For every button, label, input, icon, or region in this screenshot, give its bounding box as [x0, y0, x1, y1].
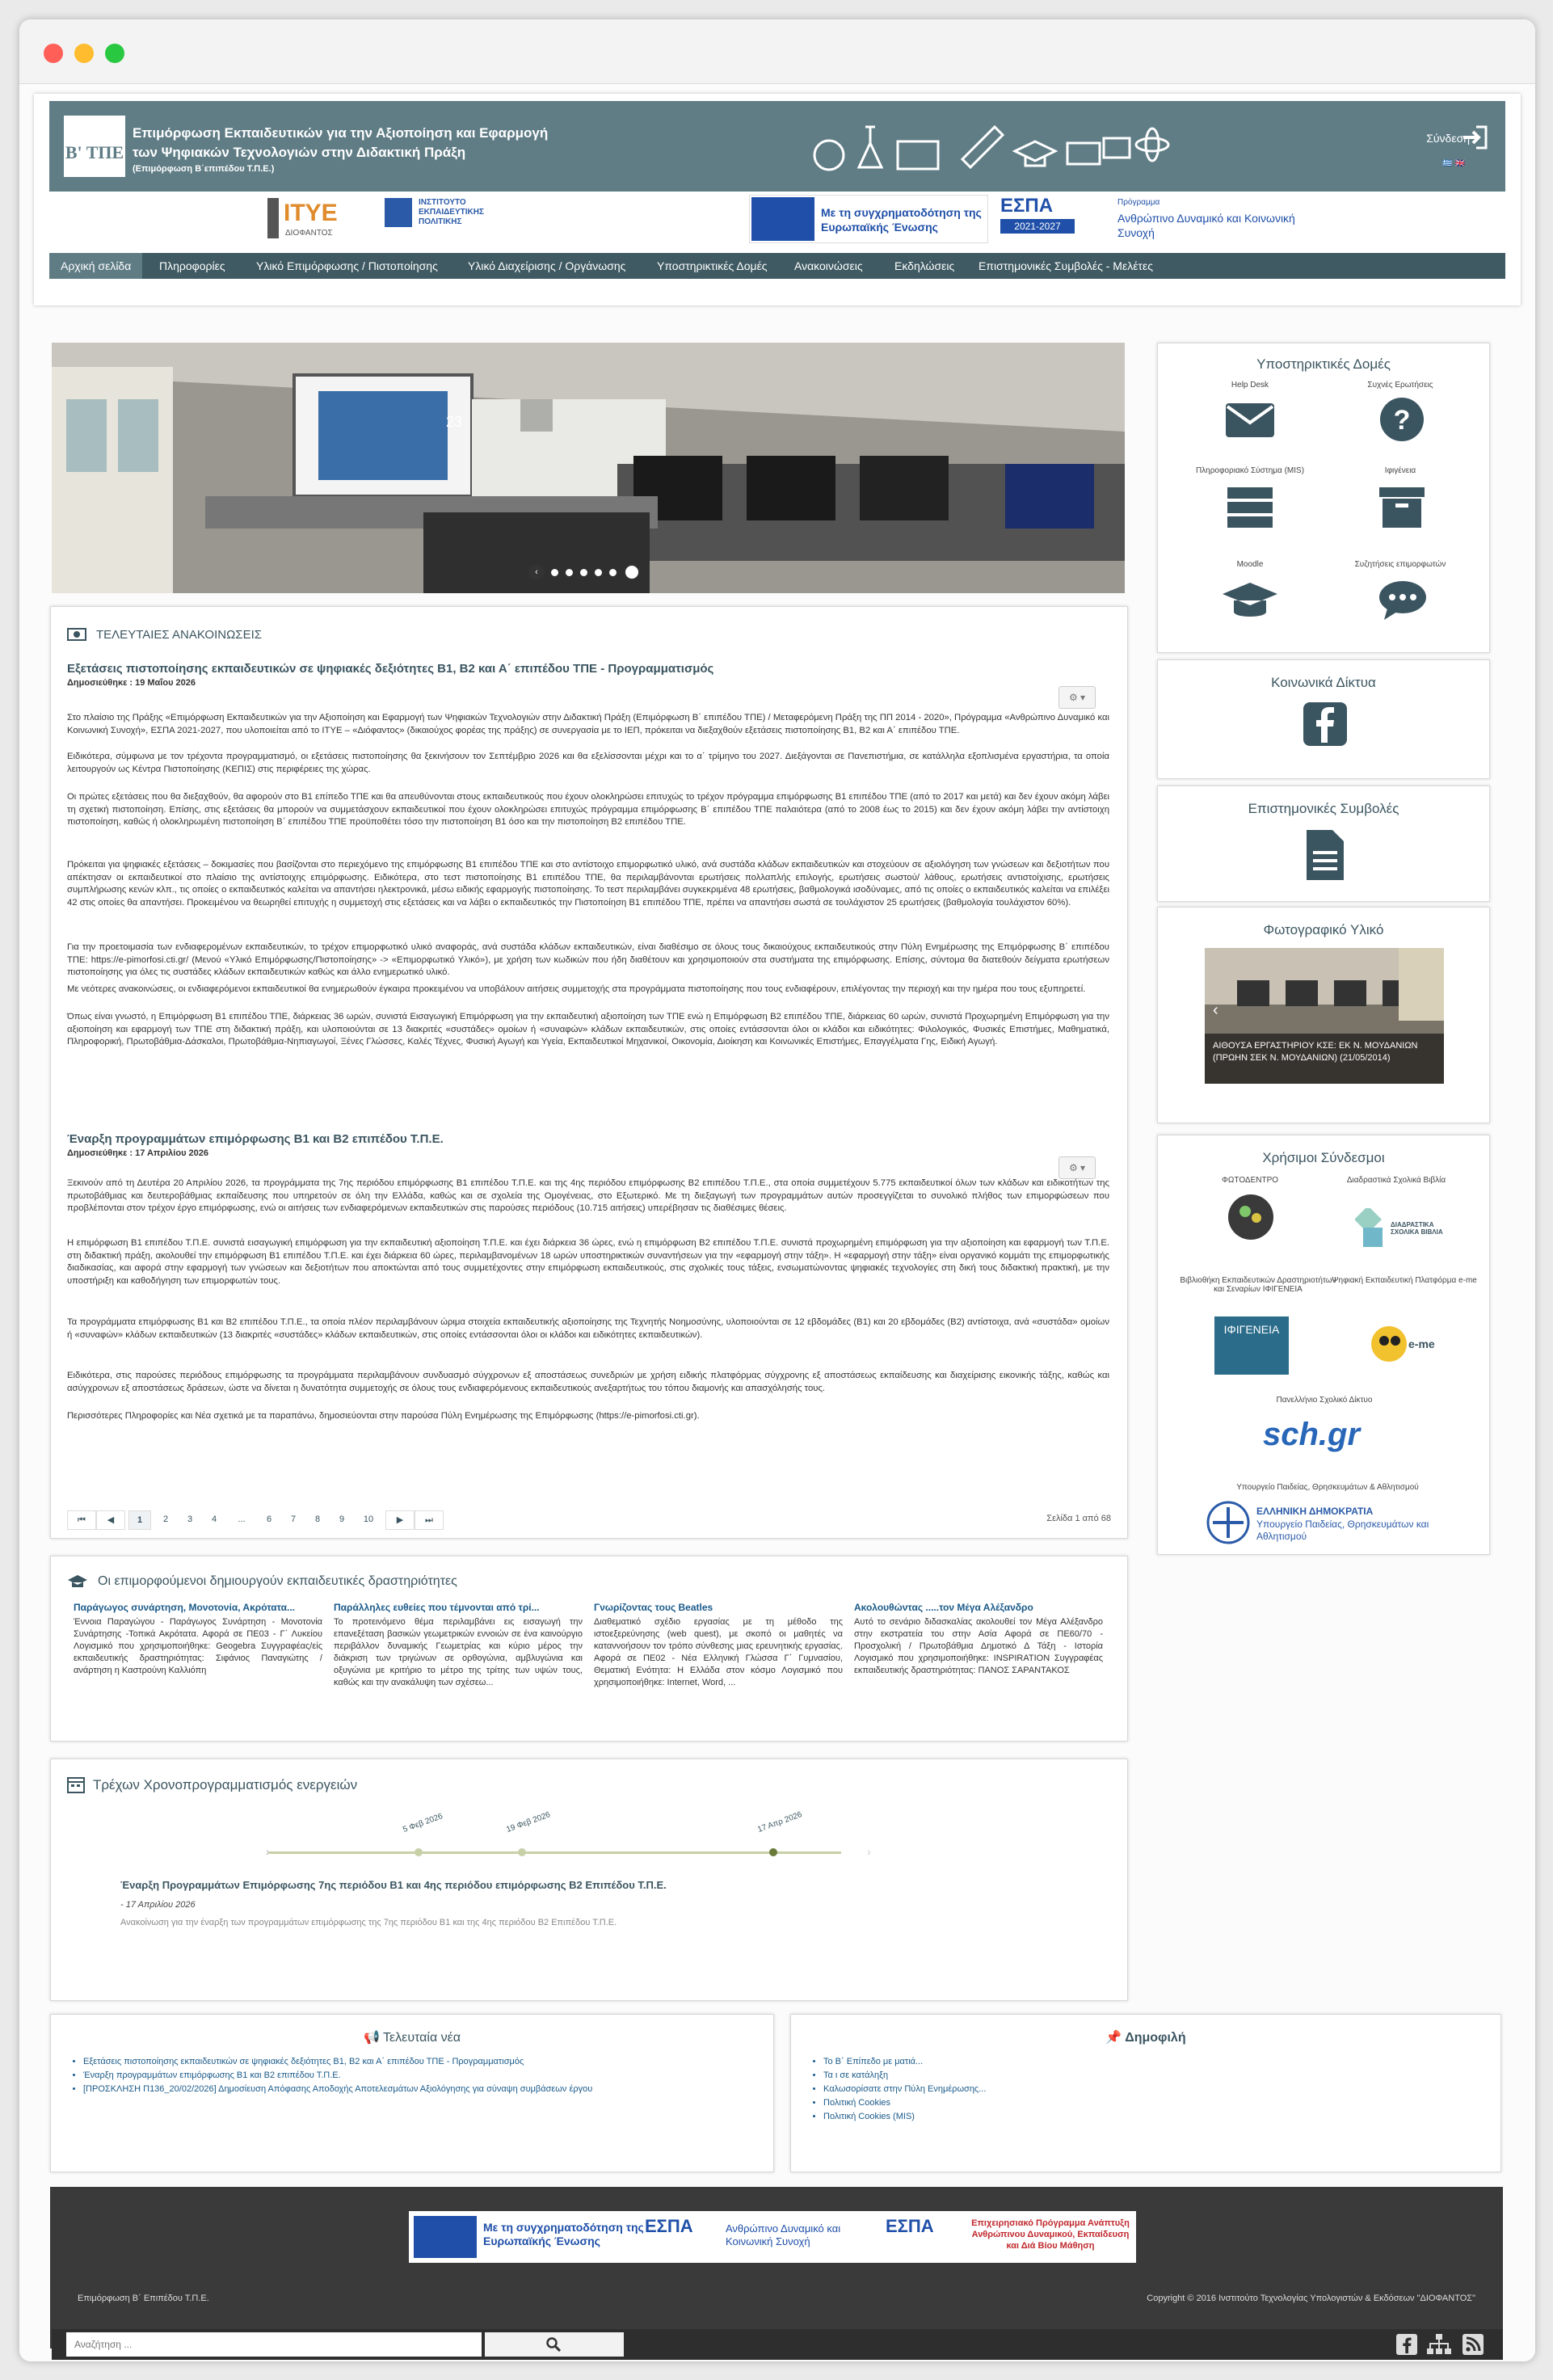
footer-left-text: Επιμόρφωση Β΄ Επιπέδου Τ.Π.Ε. — [78, 2294, 209, 2303]
latest-news-panel — [50, 2014, 774, 2172]
timeline-event-title[interactable]: Έναρξη Προγραμμάτων Επιμόρφωσης 7ης περιόδου Β1 και 4ης περιόδου επιμόρφωσης Β2 Επιπέδου Τ.Π.Ε. — [120, 1879, 667, 1891]
site-title-line2: των Ψηφιακών Τεχνολογιών στην Διδακτική Πράξη — [133, 145, 466, 160]
language-flags[interactable]: 🇬🇷 🇬🇧 — [1442, 159, 1465, 168]
page-link[interactable]: 3 — [179, 1510, 201, 1530]
pin-icon: 📌 — [1105, 2031, 1122, 2045]
programme-label: Πρόγραμμα — [1117, 198, 1160, 207]
slide-dot[interactable] — [551, 569, 558, 576]
page-link[interactable]: 8 — [306, 1510, 329, 1530]
activity-item[interactable]: Παράγωγος συνάρτηση, Μονοτονία, Ακρότατα... Έννοια Παραγώγου - Παράγωγος Συνάρτηση - Μονοτονία Συνάρτησης -Τοπικά Ακρότατα. Αφορά σε ΠΕ03 - Γ΄ Λυκείου Λογισμικό που χρησιμοποιήθηκε: Geogebra Συγγραφέας/είς εκπαιδευτικής δραστηριότητας: Σιφάνιος Παναγιώτης /ανάρτηση η Καστρούνη Καλλιόπη — [74, 1602, 322, 1675]
popular-link[interactable]: • Το Β΄ Επίπεδο με ματιά... — [823, 2055, 1470, 2069]
timeline-panel — [50, 1759, 1128, 2001]
timeline-date-selected[interactable]: 17 Απρ 2026 — [760, 1826, 806, 1834]
popular-heading: 📌 Δημοφιλή — [1105, 2031, 1186, 2045]
search-icon — [546, 2337, 561, 2352]
support-label: Moodle — [1236, 560, 1264, 569]
announcement-paragraph: Όπως είναι γνωστό, η Επιμόρφωση Β1 επιπέδου ΤΠΕ, διάρκειας 36 ωρών, συνιστά Εισαγωγική Επιμόρφωση για την εκπαιδευτική αξιοποίηση των ΤΠΕ ενώ η Επιμόρφωση Β2 επιπέδου ΤΠΕ, διάρκειας 60 ωρών, συνιστά Προχωρημένη Επιμόρφωση για την αξιοποίηση και εφαρμογή των ΤΠΕ στη διδακτική πράξη, και υλοποιούνται σε 13 διακριτές «συστάδες» ομοίων ή «συναφών» κλάδων εκπαιδευτικών, στις οποίες εντάσσονται όλοι οι κλάδοι και ειδικότητες: Φιλολογικός, Φυσικές Επιστήμες, Μαθηματικά, Πληροφορική, Πρωτοβάθμια-Δάσκαλοι, Πρωτοβάθμια-Νηπιαγωγοί, Ξένες Γλώσσες, Καλές Τέχνες, Φυσική Αγωγή και Υγεία, Εκπαιδευτικοί Μηχανικοί, Οικονομία, Διοίκηση και Κοινωνικές Επιστήμες, Επαγγέλματα Γης, Ειδική Αγωγή. — [67, 1012, 1109, 1047]
useful-links-panel — [1157, 1135, 1490, 1555]
footer-sponsors — [409, 2211, 1136, 2263]
eme-logo[interactable]: e-me — [1365, 1320, 1437, 1368]
timeline-dot — [518, 1848, 526, 1856]
footer-eu-text: Με τη συγχρηματοδότηση της Ευρωπαϊκής Ένωσης — [483, 2221, 644, 2247]
question-icon[interactable] — [1379, 397, 1425, 442]
page-ellipsis: ... — [227, 1510, 256, 1530]
support-heading: Υποστηρικτικές Δομές — [1256, 356, 1391, 372]
news-link[interactable]: • [ΠΡΟΣΚΛΗΣΗ Π136_20/02/2026] Δημοσίευση Απόφασης Αποδοχής Αποτελεσμάτων Αξιολόγησης για σύναψη συμβάσεων έργου — [83, 2083, 754, 2096]
timeline-heading: Τρέχων Χρονοπρογραμματισμός ενεργειών — [93, 1777, 358, 1792]
timeline-track — [269, 1809, 841, 1866]
next-page-icon[interactable]: ▶ — [385, 1510, 415, 1530]
active-slide-dot[interactable] — [624, 564, 640, 580]
popular-link[interactable]: • Πολιτική Cookies (MIS) — [823, 2110, 1470, 2124]
greek-emblem-icon[interactable] — [1206, 1501, 1250, 1544]
pager-info: Σελίδα 1 από 68 — [1046, 1514, 1111, 1523]
site-title-line1: Επιμόρφωση Εκπαιδευτικών για την Αξιοποίηση και Εφαρμογή — [133, 125, 549, 141]
programme-name: Ανθρώπινο Δυναμικό και Κοινωνική Συνοχή — [1117, 212, 1295, 239]
photo-heading: Φωτογραφικό Υλικό — [1263, 922, 1384, 937]
settings-gear-icon[interactable]: ⚙ ▾ — [1058, 1156, 1096, 1179]
news-link[interactable]: • Έναρξη προγραμμάτων επιμόρφωσης Β1 και Β2 επιπέδου Τ.Π.Ε. — [83, 2069, 754, 2083]
header-banner — [49, 101, 1505, 192]
announcement-title[interactable]: Έναρξη προγραμμάτων επιμόρφωσης Β1 και Β2 επιπέδου Τ.Π.Ε. — [67, 1132, 444, 1146]
timeline-prev-icon[interactable]: › — [266, 1845, 270, 1858]
announcement-paragraph: Για την προετοιμασία των ενδιαφερομένων εκπαιδευτικών, το τρέχον επιμορφωτικό υλικό αναφοράς, ανά συστάδα κλάδων εκπαιδευτικών, είναι διαθέσιμο σε όλους τους δικαιούχους εκπαιδευτικούς στην Πύλη Ενημέρωσης της Επιμόρφωσης Β΄ επιπέδου ΤΠΕ: https://e-pimorfosi.cti.gr/ (Μενού «Υλικό Επιμόρφωσης/Πιστοποίησης» -> «Επιμορφωτικό Υλικό»), με χρήση των κωδικών που ήδη διαθέτουν και χρησιμοποιούν στα συστήματα της επιμόρφωσης. Επίσης, σύντομα θα διατεθούν δείγματα ερωτήσεων πιστοποίησης για όλες τις συστάδες κλάδων εκπαιδευτικών καθώς και άλλο ενημερωτικό υλικό. — [67, 942, 1109, 977]
slide-dot[interactable] — [566, 569, 573, 576]
photodentro-logo[interactable] — [1223, 1192, 1279, 1242]
board-icon — [898, 141, 938, 169]
activity-item[interactable]: Παράλληλες ευθείες που τέμνονται από τρί... Το προτεινόμενο θέμα περιλαμβάνει εις εισαγωγή την επανεξέταση βασικών γεωμετρικών εννοιών σε ένα καινούργιο περιβάλλον δυναμικής Γεωμετρίας και κύριο μέρος την διάκριση των τριγώνων σε ορθογώνια, αμβλυγώνια και οξυγώνια με κριτήριο το μέτρο της τρίτης των υψών τους, καθώς και την ανακάλυψη των σχέσεω... — [334, 1602, 583, 1687]
photo-gallery[interactable] — [1205, 948, 1444, 1084]
scientific-panel — [1157, 786, 1490, 902]
close-button[interactable] — [44, 44, 63, 63]
image-icon — [67, 628, 86, 641]
search-button[interactable] — [485, 2332, 624, 2357]
announcement-title[interactable]: Εξετάσεις πιστοποίησης εκπαιδευτικών σε ψηφιακές δεξιότητες Β1, Β2 και Α΄ επιπέδου ΤΠΕ - Προγραμματισμός — [67, 662, 714, 676]
settings-gear-icon[interactable]: ⚙ ▾ — [1058, 686, 1096, 709]
page-link-current[interactable]: 1 — [128, 1510, 151, 1530]
sitemap-icon[interactable] — [1427, 2334, 1451, 2355]
nav-home[interactable]: Αρχική σελίδα — [49, 253, 142, 279]
cti-logo[interactable]: ΙΤΥΕ ΔΙΟΦΑΝΤΟΣ — [267, 198, 355, 242]
page-link[interactable]: 6 — [258, 1510, 280, 1530]
link-label: Ψηφιακή Εκπαιδευτική Πλατφόρμα e-me — [1332, 1276, 1477, 1285]
iphigenia-logo[interactable]: ΙΦΙΓΕΝΕΙΑ — [1214, 1316, 1289, 1375]
rss-icon[interactable] — [1463, 2334, 1484, 2355]
page-link[interactable]: 10 — [355, 1510, 382, 1530]
support-structures-panel — [1157, 343, 1490, 653]
interactive-books-logo[interactable] — [1355, 1208, 1387, 1250]
link-label: Διαδραστικά Σχολικά Βιβλία — [1346, 1176, 1446, 1185]
prev-page-icon[interactable]: ◀ — [96, 1510, 125, 1530]
room-number-label: 23 — [446, 414, 463, 430]
ruler-icon — [962, 127, 1003, 167]
page-link[interactable]: 4 — [203, 1510, 225, 1530]
first-page-icon[interactable]: ⏮ — [67, 1510, 96, 1530]
footer-espa-old-logo: ΕΣΠΑ — [886, 2216, 934, 2236]
slide-dot[interactable] — [595, 569, 602, 576]
announcement-paragraph: Οι πρώτες εξετάσεις που θα διεξαχθούν, θα αφορούν στο Β1 επίπεδο ΤΠΕ και θα απευθύνονται στους εκπαιδευτικούς που έχουν ολοκληρώσει επιτυχώς το τρέχον πρόγραμμα επιμόρφωσης Β1 επιπέδου ΤΠΕ (από το 2017 και μετά) και δεν έχουν ακόμη λάβει τη σχετική πιστοποίηση. Επίσης, στις εξετάσεις θα μπορούν να συμμετάσχουν εκπαιδευτικοί που έχουν ολοκληρώσει επιτυχώς πρόγραμμα επιμόρφωσης Β΄ επιπέδου ΤΠΕ παλαιότερα (από το 2008 έως το 2015) και δεν έχουν ακόμη λάβει την αντίστοιχη πιστοποίηση, καθώς ή ολοκληρωμένη πιστοποίηση Β΄ επιπέδου ΤΠΕ προϋποθέτει τόσο την πιστοποίηση Β1 όσο και την πιστοποίηση Β2 επιπέδου ΤΠΕ. — [67, 792, 1109, 827]
sponsor-strip — [49, 192, 1505, 250]
announcement-paragraph: Η επιμόρφωση Β1 επιπέδου Τ.Π.Ε. συνιστά εισαγωγική επιμόρφωση για την εκπαιδευτική αξιοποίηση Τ.Π.Ε. και έχει διάρκεια 36 ώρες, ενώ η επιμόρφωση Β2 επιπέδου Τ.Π.Ε. συνιστά προχωρημένη επιμόρφωση για την αξιοποίηση και εφαρμογή των Τ.Π.Ε. στη διδακτική πράξη, ακολουθεί την επιμόρφωση Β1 επιπέδου Τ.Π.Ε. και έχει διάρκεια 60 ώρες, περιλαμβανομένων 18 ωρών υποστηρικτικών συναντήσεων για την «εφαρμογή στην τάξη». Η «εφαρμογή στην τάξη» είναι οργανικό κομμάτι της επιμορφωτικής διαδικασίας, και αφορά στην εφαρμογή των γνώσεων και δεξιοτήτων που αποκτώνται από τους συμμετέχοντες στην επιμόρφωση εκπαιδευτικούς, στις σχολικές τους τάξεις, ενσωματώνοντας ψηφιακές τεχνολογίες στη δική τους διδακτική πρακτική, με την υποστήριξη και καθοδήγηση των επιμορφωτών τους. — [67, 1238, 1109, 1286]
popular-link[interactable]: • Τα ι σε κατάληξη — [823, 2069, 1470, 2083]
prev-slide-icon[interactable]: ‹ — [528, 564, 545, 580]
login-link[interactable]: Σύνδεση — [1426, 132, 1470, 145]
popular-panel — [790, 2014, 1501, 2172]
timeline-date[interactable]: 5 Φεβ 2026 — [405, 1826, 447, 1834]
laptop-icon — [1067, 143, 1100, 164]
chat-icon[interactable] — [1378, 579, 1428, 621]
timeline-dot — [415, 1848, 423, 1856]
flask-icon — [859, 127, 882, 167]
archive-icon[interactable] — [1378, 486, 1426, 529]
search-input[interactable] — [66, 2332, 482, 2357]
footer-espa-logo: ΕΣΠΑ — [645, 2216, 693, 2236]
gov-title[interactable]: ΕΛΛΗΝΙΚΗ ΔΗΜΟΚΡΑΤΙΑ — [1256, 1506, 1374, 1517]
support-label: Help Desk — [1231, 381, 1269, 390]
announcement-paragraph: Στο πλαίσιο της Πράξης «Επιμόρφωση Εκπαιδευτικών για την Αξιοποίηση και Εφαρμογή των Ψηφιακών Τεχνολογιών στην Διδακτική Πράξη (Επιμόρφωση Β΄ επιπέδου ΤΠΕ) / Μεταφερόμενη Πράξη της ΠΠ 2014 - 2020», Πρόγραμμα «Ανθρώπινο Δυναμικό και Κοινωνική Συνοχή», ΕΣΠΑ 2021-2027, που υλοποιείται από το ΙΤΥΕ – «Διόφαντος» (δικαιούχος φορέας της πράξης) σε συνεργασία με το ΙΕΠ, πρόκειται να διεξαχθούν εξετάσεις πιστοποίησης Β1, Β2 και Α΄ επιπέδου ΤΠΕ. — [67, 713, 1109, 735]
link-label: Πανελλήνιο Σχολικό Δίκτυο — [1276, 1396, 1373, 1405]
popular-link[interactable]: • Πολιτική Cookies — [823, 2096, 1470, 2110]
announcement-paragraph: Περισσότερες Πληροφορίες και Νέα σχετικά με τα παραπάνω, δημοσιεύονται στην παρούσα Πύλη Ενημέρωσης της Επιμόρφωσης (https://e-pimorfosi.cti.gr). — [67, 1411, 700, 1421]
login-icon[interactable] — [1460, 125, 1488, 150]
nav-training-material[interactable]: Υλικό Επιμόρφωσης / Πιστοποίησης — [256, 259, 438, 272]
footer-old-programme: Επιχειρησιακό Πρόγραμμα Ανάπτυξη Ανθρώπινου Δυναμικού, Εκπαίδευση και Διά Βίου Μάθηση — [971, 2218, 1130, 2251]
graduation-cap-icon — [1015, 141, 1055, 166]
latest-news-list — [83, 2055, 754, 2096]
support-label: Συχνές Ερωτήσεις — [1367, 381, 1433, 390]
photo-prev-icon[interactable]: ‹ — [1213, 1001, 1218, 1019]
window-titlebar — [19, 19, 1535, 84]
facebook-icon[interactable] — [1396, 2334, 1417, 2355]
popular-link[interactable]: • Καλωσορίσατε στην Πύλη Ενημέρωσης... — [823, 2083, 1470, 2096]
link-caption: ΔΙΑΔΡΑΣΤΙΚΑ ΣΧΟΛΙΚΑ ΒΙΒΛΙΑ — [1391, 1221, 1443, 1236]
timeline-event-date: - 17 Απριλίου 2026 — [120, 1900, 196, 1910]
announcements-heading: ΤΕΛΕΥΤΑΙΕΣ ΑΝΑΚΟΙΝΩΣΕΙΣ — [96, 628, 263, 642]
support-label: Ιφιγένεια — [1384, 466, 1416, 475]
footer — [50, 2187, 1503, 2348]
sch-logo[interactable]: sch.gr — [1263, 1417, 1361, 1452]
server-icon[interactable] — [1226, 486, 1274, 529]
site-logo[interactable]: Β' ΤΠΕ — [64, 116, 125, 177]
photo-panel — [1157, 907, 1490, 1123]
document-icon[interactable] — [1307, 830, 1344, 880]
announcement-paragraph: Με νεότερες ανακοινώσεις, οι ενδιαφερόμενοι εκπαιδευτικοί θα ενημερωθούν έγκαιρα προκειμένου να υποβάλουν αιτήσεις συμμετοχής στα προγράμματα πιστοποίησης που τους ενδιαφέρουν, επιλέγοντας την περιοχή και την ημέρα που τους εξυπηρετεί. — [67, 984, 1086, 994]
page-link[interactable]: 7 — [282, 1510, 305, 1530]
education-icons — [809, 119, 1172, 175]
announcements-panel — [50, 606, 1128, 1539]
announcement-date: Δημοσιεύθηκε : 17 Απριλίου 2026 — [67, 1148, 209, 1158]
nav-announcements[interactable]: Ανακοινώσεις — [794, 259, 863, 272]
image-slider[interactable] — [52, 343, 1125, 593]
footer-programme: Ανθρώπινο Δυναμικό και Κοινωνική Συνοχή — [726, 2222, 841, 2247]
maximize-button[interactable] — [105, 44, 124, 63]
graduation-cap-icon[interactable] — [1221, 579, 1279, 621]
atom-icon — [1136, 138, 1168, 151]
espa-logo: ΕΣΠΑ 2021-2027 — [1000, 195, 1081, 243]
announcement-paragraph: Ειδικότερα, σύμφωνα με τον τρέχοντα προγραμματισμό, οι εξετάσεις πιστοποίησης θα ξεκινήσουν τον Σεπτέμβριο 2026 και θα εξελίσσονται μέχρι και το α΄ τρίμηνο του 2027. Διεξάγονται σε Πανεπιστήμια, σε κατάλληλα εξοπλισμένα εργαστήρια, τα οποία λειτουργούν ως Κέντρα Πιστοποίησης (ΚΕΠΙΣ) στις περιφέρειες της χώρας. — [67, 752, 1109, 774]
nav-support[interactable]: Υποστηρικτικές Δομές — [657, 259, 768, 272]
announcement-paragraph: Ξεκινούν από τη Δευτέρα 20 Απριλίου 2026, τα προγράμματα της 7ης περιόδου επιμόρφωσης Β1 επιπέδου Τ.Π.Ε. και της 4ης περιόδου επιμόρφωσης Β2 επιπέδου Τ.Π.Ε., στα οποία συμμετέχουν 5.775 εκπαιδευτικοί όλων των κλάδων και ειδικοτήτων της πρωτοβάθμιας και δευτεροβάθμιας εκπαίδευσης που υπηρετούν σε όλη την Ελλάδα, καθώς και σε σχολεία της Ομογένειας, στο Εξωτερικό. Με τη διεξαγωγή των προγραμμάτων αυτών προσεγγίζεται το συνολικό πλήθος των επιμορφώσεων που προβλέπονται στον τρέχον έργο επιμόρφωσης, ενώ οι αιτήσεις των ενδιαφερόμενων εκπαιδευτικών στις παρούσες περιόδους (10.715 αιτήσεις) υπερέβησαν τις διαθέσιμες θέσεις. — [67, 1178, 1109, 1213]
latest-news-heading: 📢 Τελευταία νέα — [363, 2031, 461, 2045]
scientific-heading: Επιστημονικές Συμβολές — [1248, 801, 1399, 816]
support-label: Συζητήσεις επιμορφωτών — [1354, 560, 1446, 569]
calendar-icon — [67, 1776, 85, 1793]
slider-dots[interactable] — [528, 564, 658, 582]
news-link[interactable]: • Εξετάσεις πιστοποίησης εκπαιδευτικών σε ψηφιακές δεξιότητες Β1, Β2 και Α΄ επιπέδου ΤΠΕ - Προγραμματισμός — [83, 2055, 754, 2069]
gov-subtitle: Υπουργείο Παιδείας, Θρησκευμάτων και Αθλητισμού — [1256, 1519, 1429, 1542]
popular-list — [823, 2055, 1470, 2124]
iep-logo[interactable]: ΙΝΣΤΙΤΟΥΤΟ ΕΚΠΑΙΔΕΥΤΙΚΗΣ ΠΟΛΙΤΙΚΗΣ — [385, 196, 506, 242]
graduation-cap-icon — [67, 1574, 88, 1589]
announcement-paragraph: Τα προγράμματα επιμόρφωσης Β1 και Β2 επιπέδου Τ.Π.Ε., τα οποία πλέον περιλαμβάνουν ώριμα στοιχεία εκπαιδευτικής αξιοποίησης της Τεχνητής Νοημοσύνης, υλοποιούνται σε 12 εβδομάδες (Β1) και 20 εβδομάδες (Β2) αντίστοιχα, ανά «συστάδα» ομοίων ή «συναφών» κλάδων εκπαιδευτικών (13 διακριτές «συστάδες» κλάδων εκπαιδευτικών, στις οποίες εντάσσονται όλοι οι κλάδοι και ειδικότητες εκπαιδευτικών). — [67, 1317, 1109, 1340]
announcement-date: Δημοσιεύθηκε : 19 Μαΐου 2026 — [67, 678, 196, 688]
timeline-date[interactable]: 19 Φεβ 2026 — [508, 1826, 554, 1834]
timeline-next-icon[interactable]: › — [867, 1845, 871, 1858]
nav-admin-material[interactable]: Υλικό Διαχείρισης / Οργάνωσης — [468, 259, 626, 272]
main-nav — [49, 253, 1505, 279]
eu-cofunding-logo: Με τη συγχρηματοδότηση της Ευρωπαϊκής Ένωσης — [749, 195, 988, 243]
page-link[interactable]: 2 — [154, 1510, 177, 1530]
svg-text:?: ? — [1393, 405, 1411, 436]
announcement-paragraph: Πρόκειται για ψηφιακές εξετάσεις – δοκιμασίες που βασίζονται στο περιεχόμενο της επιμόρφωσης Β1 επιπέδου ΤΠΕ και στο αντίστοιχο επιμορφωτικό υλικό, ανά συστάδα κλάδων εκπαιδευτικών και στοχεύουν σε αξιολόγηση των γνώσεων και δεξιοτήτων που απέκτησαν οι εκπαιδευτικοί στο πλαίσιο της αντίστοιχης επιμόρφωσης. Ειδικότερα, στο τεστ πιστοποίησης Β1 επιπέδου ΤΠΕ, θα περιλαμβάνονται ερωτήσεις πολλαπλής επιλογής, ερωτήσεις σωστού/ λάθους, ερωτήσεις αντιστοίχισης, ερωτήσεις συμπλήρωσης κενών κλπ., τις οποίες ο εκπαιδευτικός καλείται να απαντήσει ηλεκτρονικά, μέσω ειδικής εφαρμογής πιστοποίησης. Το τεστ περιλαμβάνει συγκεκριμένα 48 ερωτήσεις, βαθμολογικά ισοδύναμες, από τις οποίες ο εκπαιδευτικός καλείται να επιλέξει 42 στις οποίες θα απαντήσει. Προκειμένου να θεωρηθεί επιτυχής η συμμετοχή στις εξετάσεις και να λάβει ο εκπαιδευτικός την Πιστοποίηση Β1 επιπέδου ΤΠΕ, πρέπει να απαντήσει σωστά σε τουλάχιστον 25 ερωτήσεις (βαθμολογία τουλάχιστον 60%). — [67, 860, 1109, 908]
timeline-dot-active — [769, 1848, 777, 1856]
activity-item[interactable]: Γνωρίζοντας τους Beatles Διαθεματικό σχέδιο εργασίας με τη μέθοδο της ιστοεξερεύνησης (web quest), με σκοπό οι μαθητές να καταννοήσουν τον τρόπο σύνθεσης μιας ερευνητικής εργασίας. Αφορά σε ΠΕ02 - Νέα Ελληνική Γλώσσα Γ΄ Γυμνασίου, Θεματική Ενότητα: Η Ελλάδα στον κόσμο Λογισμικό που χρησιμοποιήθηκε: Internet, Word, ... — [594, 1602, 843, 1687]
support-label: Πληροφοριακό Σύστημα (MIS) — [1195, 466, 1305, 475]
slide-dot[interactable] — [609, 569, 617, 576]
nav-events[interactable]: Εκδηλώσεις — [894, 259, 955, 272]
monitor-icon — [1104, 138, 1130, 158]
timeline-event-text: Ανακοίνωση για την έναρξη των προγραμμάτων επιμόρφωσης της 7ης περιόδου Β1 και της 4ης περιόδου Β2 Επιπέδου Τ.Π.Ε. — [120, 1918, 617, 1927]
link-label: Βιβλιοθήκη Εκπαιδευτικών Δραστηριοτήτων και Σεναρίων ΙΦΙΓΕΝΕΙΑ — [1180, 1276, 1336, 1294]
link-label: ΦΩΤΟΔΕΝΤΡΟ — [1221, 1176, 1279, 1185]
activities-panel — [50, 1556, 1128, 1742]
photo-caption: ΑΙΘΟΥΣΑ ΕΡΓΑΣΤΗΡΙΟΥ ΚΣΕ: ΕΚ Ν. ΜΟΥΔΑΝΙΩΝ (ΠΡΩΗΝ ΣΕΚ Ν. ΜΟΥΔΑΝΙΩΝ) (21/05/2014) — [1205, 1034, 1444, 1084]
activity-item[interactable]: Ακολουθώντας .....τον Μέγα Αλέξανδρο Αυτό το σενάριο διδασκαλίας ακολουθεί τον Μέγα Αλέξανδρο στην εκστρατεία του στην Ασία Αφορά σε ΠΕ60/70 - Προσχολική / Πρωτοβάθμια Δημοτικό Δ Τάξη - Ιστορία Λογισμικό που χρησιμοποιήθηκε: INSPIRATION Συγγραφέας εκπαιδευτικής δραστηριότητας: ΠΑΝΟΣ ΣΑΡΑΝΤΑΚΟΣ — [854, 1602, 1103, 1675]
site-header — [34, 94, 1521, 305]
page-link[interactable]: 9 — [330, 1510, 353, 1530]
nav-scientific[interactable]: Επιστημονικές Συμβολές - Μελέτες — [979, 259, 1153, 272]
activities-heading: Οι επιμορφούμενοι δημιουργούν εκπαιδευτικές δραστηριότητες — [98, 1574, 457, 1588]
link-label: Υπουργείο Παιδείας, Θρησκευμάτων & Αθλητισμού — [1236, 1483, 1419, 1492]
page-viewport — [19, 84, 1535, 2361]
browser-window — [19, 19, 1535, 2361]
social-heading: Κοινωνικά Δίκτυα — [1271, 675, 1376, 690]
announcement-paragraph: Ειδικότερα, στις παρούσες περιόδους επιμόρφωσης τα προγράμματα περιλαμβάνουν συνδυασμό σύγχρονων εξ αποστάσεως συνεδριών με χρήση ειδικής πλατφόρμας σύγχρονης εξ αποστάσεως εκπαίδευσης και διαχείρισης εικονικής τάξης, καθώς και ασύγχρονων εξ αποστάσεως δράσεων, ώστε να δίνεται η δυνατότητα συμμετοχής σε όλους τους ενδιαφερόμενους εκπαιδευτικούς ανεξαρτήτως του τόπου διαμονής και απασχόλησής τους. — [67, 1371, 1109, 1393]
classroom-photo — [52, 343, 1125, 593]
last-page-icon[interactable]: ⏭ — [415, 1510, 444, 1530]
nav-info[interactable]: Πληροφορίες — [159, 259, 225, 272]
minimize-button[interactable] — [74, 44, 94, 63]
footer-search-bar — [52, 2329, 1503, 2360]
slide-dot[interactable] — [580, 569, 587, 576]
megaphone-icon: 📢 — [363, 2031, 380, 2045]
globe-icon — [814, 141, 844, 170]
eu-flag-icon — [414, 2216, 477, 2258]
envelope-icon[interactable] — [1224, 400, 1276, 440]
social-panel — [1157, 659, 1490, 779]
facebook-icon[interactable] — [1303, 702, 1347, 746]
site-title-line3: (Επιμόρφωση Β΄επιπέδου Τ.Π.Ε.) — [133, 164, 275, 174]
footer-copyright: Copyright © 2016 Ινστιτούτο Τεχνολογίας Υπολογιστών & Εκδόσεων "ΔΙΟΦΑΝΤΟΣ" — [1147, 2294, 1475, 2303]
useful-links-heading: Χρήσιμοι Σύνδεσμοι — [1262, 1150, 1385, 1165]
